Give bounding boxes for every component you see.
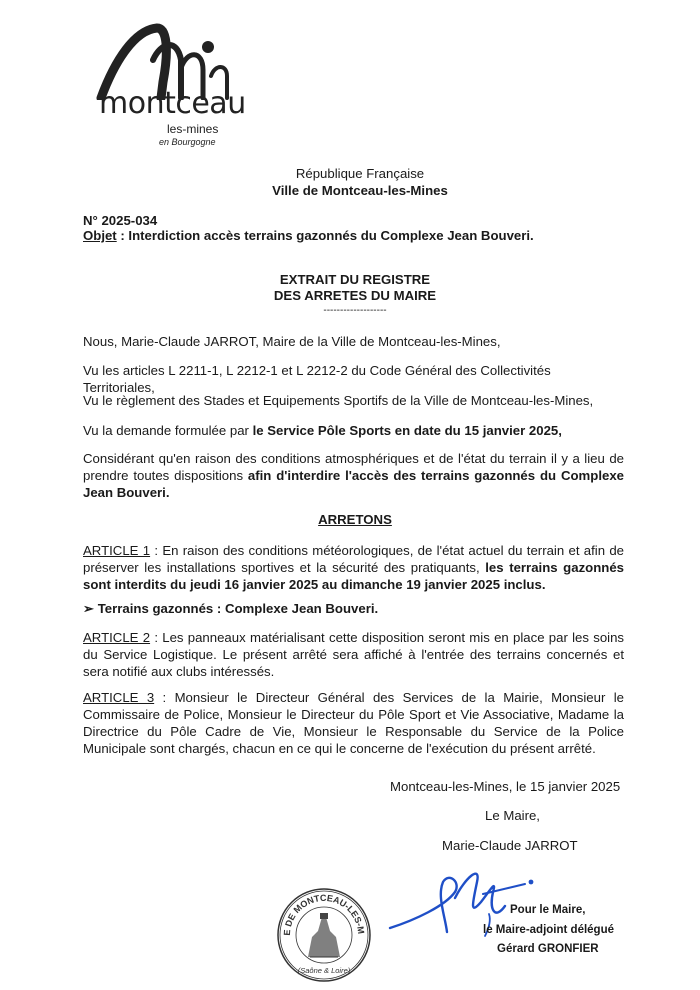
article-1 [83, 542, 624, 593]
logo-subtitle: les-mines [167, 122, 219, 136]
le-maire-label: Le Maire, [485, 808, 540, 823]
preamble-vu-demande [83, 422, 623, 439]
considerant-bold: afin d'interdire l'accès des terrains gazonnés du Complexe Jean Bouveri. [83, 468, 624, 500]
seal-stamp-icon [276, 887, 372, 983]
decree-subject [83, 227, 643, 244]
logo-wordmark: montceau [99, 86, 246, 121]
header-republic: République Française [295, 166, 425, 181]
subject-text: : Interdiction accès terrains gazonnés du Complexe Jean Bouveri. [116, 228, 534, 243]
article-1-bullet: ➢ Terrains gazonnés : Complexe Jean Bouveri. [83, 601, 379, 616]
preamble-vu-articles: Vu les articles L 2211-1, L 2212-1 et L 2212-2 du Code Général des Collectivités Territoriales, [83, 363, 551, 395]
preamble-nous: Nous, Marie-Claude JARROT, Maire de la Ville de Montceau-les-Mines, [83, 334, 501, 349]
delegate-name: Gérard GRONFIER [497, 943, 599, 955]
article-3 [83, 689, 624, 757]
subject-label: Objet [83, 228, 117, 243]
demande-bold: le Service Pôle Sports en date du 15 janvier 2025, [252, 423, 562, 438]
delegate-line2: le Maire-adjoint délégué [483, 924, 614, 936]
decree-number: N° 2025-034 [83, 213, 158, 228]
delegate-line1: Pour le Maire, [510, 904, 586, 916]
preamble-vu-reglement: Vu le règlement des Stades et Equipements Sportifs de la Ville de Montceau-les-Mines, [83, 393, 594, 408]
logo-region: en Bourgogne [159, 137, 216, 147]
article-3-text: : Monsieur le Directeur Général des Services de la Mairie, Monsieur le Commissaire de Police, Monsieur le Directeur du Pôle Sport et Vie Associative, Madame la Directrice du Pôle Cadre de Vie, Monsieur le Responsable du Service de la Police Municipale sont chargés, chacun en ce qui le concerne de l'exécution du présent arrêté. [83, 690, 625, 756]
article-1-label: ARTICLE 1 [83, 543, 151, 558]
article-3-label: ARTICLE 3 [83, 690, 155, 705]
extract-line1: EXTRAIT DU REGISTRE [279, 272, 431, 287]
svg-text:(Saône & Loire): (Saône & Loire) [297, 966, 351, 975]
city-logo [95, 20, 255, 150]
article-1-bold: les terrains gazonnés sont interdits du jeudi 16 janvier 2025 au dimanche 19 janvier 2025 inclus. [83, 560, 624, 592]
article-1-text: : En raison des conditions météorologiques, de l'état actuel du terrain et afin de préserver les installations sportives et la sécurité des pratiquants, [83, 543, 624, 575]
svg-text:VILLE DE MONTCEAU-LES-MINES: E DE MONTCEAU-LES-M [281, 892, 367, 936]
city-seal [276, 887, 372, 983]
mayor-name: Marie-Claude JARROT [442, 838, 578, 853]
arretons-heading: ARRETONS [318, 512, 392, 527]
extract-line2: DES ARRETES DU MAIRE [273, 288, 437, 303]
demande-text: Vu la demande formulée par [83, 423, 253, 438]
considerant-text: Considérant qu'en raison des conditions atmosphériques et de l'état du terrain il y a lieu de prendre toutes dispositions [83, 451, 624, 483]
place-date: Montceau-les-Mines, le 15 janvier 2025 [390, 779, 621, 794]
preamble-considerant [83, 450, 624, 501]
article-2-label: ARTICLE 2 [83, 630, 151, 645]
article-2 [83, 629, 624, 680]
article-2-text: : Les panneaux matérialisant cette disposition seront mis en place par les soins du Service Logistique. Le présent arrêté sera affiché à l'entrée des terrains concernés et sera notifié aux clubs intéressés. [83, 630, 625, 679]
extract-rule: ------------------- [323, 305, 387, 316]
header-city: Ville de Montceau-les-Mines [272, 183, 448, 198]
